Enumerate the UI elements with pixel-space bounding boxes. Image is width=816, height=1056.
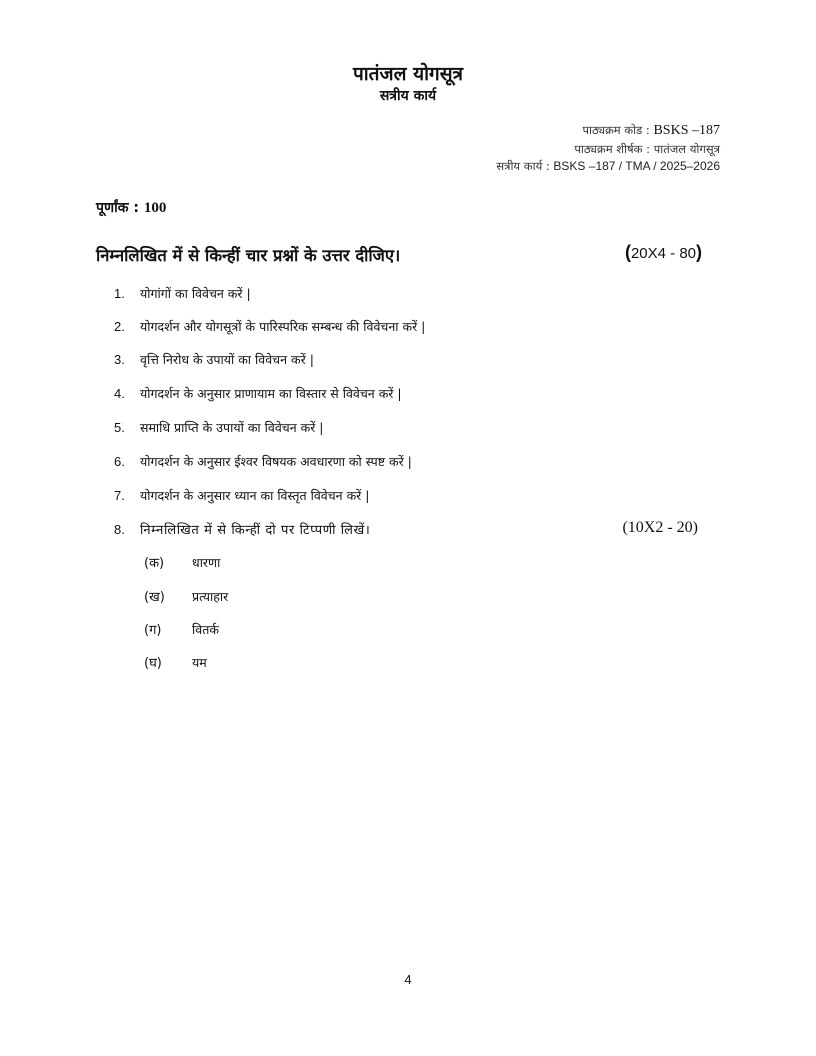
instruction-text: निम्नलिखित में से किन्हीं चार प्रश्नों के उत्तर दीजिए। bbox=[96, 246, 401, 265]
sub-item-text: धारणा bbox=[192, 555, 221, 570]
course-code-label: पाठ्यक्रम कोड : bbox=[582, 123, 650, 137]
question-text: समाधि प्राप्ति के उपायों का विवेचन करें | bbox=[140, 420, 324, 435]
total-marks bbox=[96, 198, 166, 217]
sub-item-text: वितर्क bbox=[192, 622, 219, 637]
sub-item-text: प्रत्याहार bbox=[192, 589, 229, 604]
instruction-marks-value: 20X4 - 80 bbox=[630, 245, 696, 262]
assignment-value: BSKS –187 / TMA / 2025–2026 bbox=[553, 159, 720, 173]
total-marks-value: 100 bbox=[143, 200, 167, 216]
question-number: 1. bbox=[114, 286, 125, 301]
question-item bbox=[114, 520, 370, 542]
question-text: योगदर्शन के अनुसार प्राणायाम का विस्तार से विवेचन करें | bbox=[140, 386, 402, 401]
page-number: 4 bbox=[404, 972, 412, 987]
question-text: योगांगों का विवेचन करें | bbox=[140, 286, 251, 301]
sub-item bbox=[144, 587, 228, 605]
total-marks-label: पूर्णांक : bbox=[96, 200, 139, 216]
document-subtitle: सत्रीय कार्य bbox=[379, 88, 437, 104]
question-number: 3. bbox=[114, 352, 125, 367]
sub-item bbox=[144, 620, 219, 638]
question-item bbox=[114, 351, 314, 373]
question-number: 5. bbox=[114, 420, 125, 435]
question-text: योगदर्शन के अनुसार ध्यान का विस्तृत विवेचन करें | bbox=[140, 488, 370, 503]
question-text: योगदर्शन के अनुसार ईश्वर विषयक अवधारणा को स्पष्ट करें | bbox=[140, 454, 412, 469]
course-title-line bbox=[574, 142, 720, 157]
course-code-line bbox=[582, 123, 720, 139]
sub-item-label: (घ) bbox=[144, 656, 162, 671]
sub-item bbox=[144, 553, 220, 571]
question-number: 7. bbox=[114, 488, 125, 503]
question-item bbox=[114, 385, 402, 407]
question-number: 4. bbox=[114, 386, 125, 401]
course-code-value: BSKS –187 bbox=[653, 123, 720, 138]
question-text: योगदर्शन और योगसूत्रों के पारिस्परिक सम्बन्ध की विवेचना करें | bbox=[140, 319, 426, 334]
document-title: पातंजल योगसूत्र bbox=[352, 63, 464, 85]
question-number: 2. bbox=[114, 319, 125, 334]
sub-item-label: (ग) bbox=[144, 623, 162, 638]
course-title-value: पातंजल योगसूत्र bbox=[653, 142, 720, 156]
question-number: 8. bbox=[114, 522, 125, 537]
assignment-label: सत्रीय कार्य : bbox=[496, 159, 550, 173]
assignment-code-line bbox=[496, 159, 720, 174]
question-item bbox=[114, 419, 324, 441]
sub-item-text: यम bbox=[192, 655, 207, 670]
question-item bbox=[114, 318, 425, 340]
sub-item-label: (क) bbox=[144, 556, 165, 571]
instruction-marks-close: ) bbox=[696, 242, 702, 262]
instruction-marks bbox=[625, 242, 702, 263]
instruction-marks-open: ( bbox=[624, 242, 631, 262]
question-number: 6. bbox=[114, 454, 125, 469]
question-item bbox=[114, 285, 251, 307]
question-text: निम्नलिखित में से किन्हीं दो पर टिप्पणी लिखें। bbox=[140, 523, 371, 538]
question-item bbox=[114, 453, 412, 475]
question-text: वृत्ति निरोध के उपायों का विवेचन करें | bbox=[140, 352, 314, 367]
course-title-label: पाठ्यक्रम शीर्षक : bbox=[574, 142, 651, 156]
question-item bbox=[114, 487, 369, 509]
sub-item bbox=[144, 653, 207, 671]
question-8-marks: (10X2 - 20) bbox=[622, 519, 698, 536]
sub-item-label: (ख) bbox=[144, 590, 165, 605]
